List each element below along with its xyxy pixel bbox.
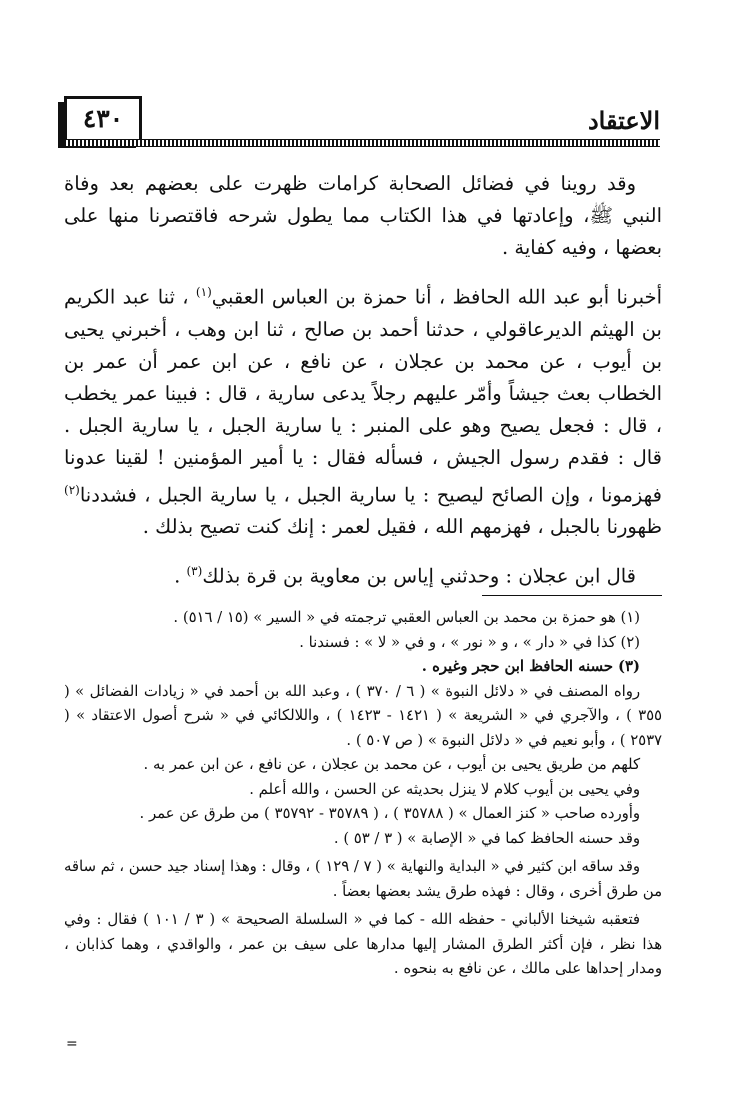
paragraph-2-part-c: ظهورنا بالجبل ، فهزمهم الله ، فقيل لعمر : إنك كنت تصيح بذلك . bbox=[142, 515, 662, 538]
paragraph-3 bbox=[64, 555, 662, 593]
footnote-3-narrator-note: وفي يحيى بن أيوب كلام لا ينزل بحديثه عن الحسن ، والله أعلم . bbox=[249, 780, 640, 798]
footnote-divider bbox=[482, 595, 662, 596]
footnotes bbox=[64, 606, 662, 982]
footnote-2: (٢) كذا في « دار » ، و « نور » ، و في « لا » : فسندنا . bbox=[299, 633, 640, 651]
footnote-3-ibn-kathir: وقد ساقه ابن كثير في « البداية والنهاية » ( ٧ / ١٢٩ ) ، وقال : وهذا إسناد جيد حسن ، ثم ساقه من طرق أخرى ، وقال : فهذه طرق يشد بعضها بعضاً . bbox=[64, 858, 662, 900]
footnote-3-isaba: وقد حسنه الحافظ كما في « الإصابة » ( ٣ / ٥٣ ) . bbox=[333, 829, 640, 847]
paragraph-2-part-b: ، ثنا عبد الكريم بن الهيثم الديرعاقولي ، حدثنا أحمد بن صالح ، ثنا ابن وهب ، أخبرني يحيى بن أيوب ، عن محمد بن عجلان ، عن نافع ، عن ابن عمر أن عمر بن الخطاب بعث جيشاً وأمّر عليهم رجلاً يدعى سارية ، قال : فبينا عمر يخطب ، قال : فجعل يصيح وهو على المنبر : يا سارية الجبل ، يا سارية الجبل . قال : فقدم رسول الجيش ، فسأله فقال : يا أمير المؤمنين ! لقينا عدونا فهزمونا ، وإن الصائح ليصيح : يا سارية الجبل ، يا سارية الجبل ، فشددنا bbox=[64, 285, 662, 506]
paragraph-2 bbox=[64, 276, 662, 543]
running-title: الاعتقاد bbox=[587, 106, 660, 135]
continuation-mark: = bbox=[66, 1036, 78, 1052]
footnote-1: (١) هو حمزة بن محمد بن العباس العقبي ترجمته في « السير » (١٥ / ٥١٦) . bbox=[173, 609, 640, 626]
footnote-3-kanz: وأورده صاحب « كنز العمال » ( ٣٥٧٨٨ ) ، ( ٣٥٧٨٩ - ٣٥٧٩٢ ) من طرق عن عمر . bbox=[139, 805, 640, 822]
header-rule bbox=[64, 139, 660, 147]
footnote-3: (٣) حسنه الحافظ ابن حجر وغيره . bbox=[421, 658, 640, 675]
footnote-3-chain: كلهم من طريق يحيى بن أيوب ، عن محمد بن عجلان ، عن نافع ، عن ابن عمر به . bbox=[143, 756, 640, 773]
main-text bbox=[64, 168, 662, 605]
footnote-ref-1: (١) bbox=[195, 285, 212, 299]
paragraph-3-part-b: . bbox=[174, 564, 187, 588]
paragraph-1: وقد روينا في فضائل الصحابة كرامات ظهرت على بعضهم بعد وفاة النبي ﷺ، وإعادتها في هذا الكتاب مما يطول شرحه فاقتصرنا منها على بعضها ، وفيه كفاية . bbox=[64, 172, 662, 259]
paragraph-3-part-a: قال ابن عجلان : وحدثني إياس بن معاوية بن قرة بذلك bbox=[202, 564, 636, 588]
paragraph-2-part-a: أخبرنا أبو عبد الله الحافظ ، أنا حمزة بن العباس العقبي bbox=[211, 285, 663, 309]
footnote-ref-3: (٣) bbox=[186, 564, 203, 578]
footnote-3-albani: فتعقبه شيخنا الألباني - حفظه الله - كما في « السلسلة الصحيحة » ( ٣ / ١٠١ ) فقال : وفي هذا نظر ، فإن أكثر الطرق المشار إليها مدارها على سيف بن عمر ، والواقدي ، وهما كذابان ، ومدار إحداها على مالك ، عن نافع به بنحوه . bbox=[64, 911, 662, 977]
footnote-ref-2: (٢) bbox=[64, 482, 80, 497]
page-number: ٤٣٠ bbox=[64, 96, 142, 142]
footnote-3-sources: رواه المصنف في « دلائل النبوة » ( ٦ / ٣٧٠ ) ، وعبد الله بن أحمد في « زيادات الفضائل » ( ٣٥٥ ) ، والآجري في « الشريعة » ( ١٤٢١ - ١٤٢٣ ) ، واللالكائي في « شرح أصول الاعتقاد » ( ٢٥٣٧ ) ، وأبو نعيم في « دلائل النبوة » ( ص ٥٠٧ ) . bbox=[64, 682, 662, 749]
